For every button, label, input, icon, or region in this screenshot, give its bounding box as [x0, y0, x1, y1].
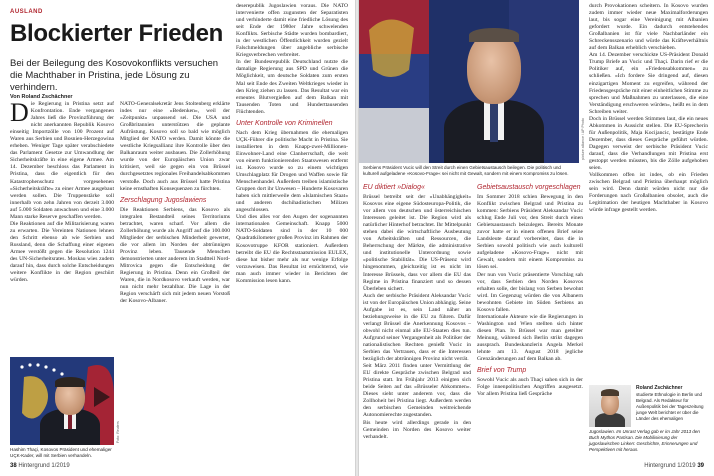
subheading: Unter Kontrolle von Kriminellen: [236, 119, 333, 127]
subheading: Gebietsaustausch vorgeschlagen: [477, 184, 581, 191]
drop-cap: D: [10, 101, 29, 127]
paragraph: Und dies alles vor den Augen der sogenannten internationalen Gemeinschaft. Knapp 5000 NATO-Soldaten sind in der 10 000 Quadratkilometer großen Provinz im Rahmen der Kosovotruppe KFOR stationiert. Außerdem betreibt die EU die Rechtsstaatsmission EULEX, diese hat bisher mehr als nur wenige Erfolge vorzuweisen. Das Resultat ist ernüchternd, wie man auch immer wieder in Berichten der Kommission lesen kann.: [236, 214, 348, 284]
paragraph: NATO-Generalsekretär Jens Stoltenberg erklärte indes nur eine »Bedenken«, weil der »Zeitpunkt« unpassend sei. Die USA und Großbritannien unterstützen die geplante Aufrüstung. Kosovo soll so bald wie möglich Mitglied der NATO werden. Damit könnte die westliche Kriegsallianz ihre Kontrolle über den Balkanraum weiter ausbauen. Die Zollerhöhung wurde von der Europäischen Union zwar kritisiert, weil sie gegen ein von Brüssel durchgesetztes regionales Freihandelsabkommen verstoße. Doch auch aus Brüssel hatte Pristina keine ernsthaften Konsequenzen zu fürchten.: [120, 101, 230, 192]
photo-vucic: [359, 0, 579, 163]
photo-credit: Foto: Reuters: [116, 421, 120, 443]
subheading: EU diktiert »Dialog«: [363, 184, 425, 191]
author-bio-continued: Jugoslawien. Im Unrast Verlag gab er im Jahr 2013 den Buch Mythos Partisan. Die Mobilisierung der jugoslawischen Linken: Geschichte, Erinnerungen und Perspektiven mit heraus.: [589, 429, 700, 452]
author-photo: [589, 385, 631, 427]
paragraph: ie Regierung in Pristina setzt auf Konfrontation. Ende vergangenen Jahres ließ die Provinzführung der nicht anerkannten Republik Kosovo einseitig Importzölle von 100 Prozent auf Waren aus Serbien und Bosnien-Herzegowina erheben. Weniger Tage später verabschiedete das Parlament Gesetze zur Umwandlung der Sicherheitskräfte in eine eigene Armee. Am 14. Dezember beschloss das Parlament in Pristina, dass die eigentlich für den Katastrophenschutz vorgesehenen »Sicherheitskräfte« zu einer Armee ausgebaut werden sollen. Die Truppenstärke soll innerhalb von zehn Jahren von derzeit 3.000 auf 5.000 Soldaten anwachsen und eine 3.000 Mann starke Reserve geschaffen werden.: [10, 101, 114, 220]
paragraph: Im Sommer 2018 schien Bewegung in den Konflikt zwischen Belgrad und Pristina zu kommen: Serbiens Präsident Aleksandar Vucic schlug Ende Juli vor, den Streit durch einen Gebietsaustausch beizulegen. Bereits Monate zuvor hatte er in einem offenen Brief seine Landsleute darauf vorbereitet, dass die in Serbien sowohl politisch wie auch kulturell aufgeladene »Kosovo-Frage« nicht mit Gewalt, sondern mit einem Kompromiss zu lösen sei.: [477, 194, 583, 271]
page-number: 38: [10, 463, 17, 469]
paragraph: deserepublik Jugoslawien voraus. Die NATO intervenierte offen zugunsten der Separatisten und verhinderte damit eine friedliche Lösung des seit Ende der 1980er Jahre schwelenden Konflikts. Serbische Städte wurden bombardiert, in der westlichen Öffentlichkeit wurden gezielt Falschmeldungen über angebliche serbische Kriegsverbrechen verbreitet.: [236, 3, 348, 59]
paragraph: Auch der serbische Präsident Aleksandar Vucic ist von der Europäischen Union abhängig. Seine Aufgabe ist es, sein Land näher an beziehungsweise in die EU zu führen. Dafür verlangt Brüssel die Anerkennung Kosovos – obwohl nicht einmal alle EU-Staaten dies tun. Aufgrund seiner Vergangenheit als Politiker der nationalistischen Rechten genießt Vucic in Serbien das Vertrauen, dass er die Interessen bezüglich der abtrünnigen Provinz nicht verrät.: [363, 292, 471, 363]
photo-caption: Serbiens Präsident Vucic will den Streit durch einen Gebietsaustausch beilegen. Die politisch und kulturell aufgeladene »Kosovo-Frage« sei nicht mit Gewalt, sondern mit einem Kompromiss zu lösen.: [363, 165, 569, 177]
paragraph: Der nun von Vucic präsentierte Vorschlag sah vor, dass Serbien den Norden Kosovos erhalten solle, der bislang von Serben bewohnt wird. Im Gegenzug würden die von Albanern bewohnten Gebiete im Süden Serbiens an Kosovo fallen.: [477, 271, 583, 313]
left-page: [0, 0, 355, 476]
person-tie: [490, 102, 498, 142]
paragraph: Nach dem Krieg übernahmen die ehemaligen UÇK-Führer die politische Macht in Pristina. Sie installierten in dem Knapp-zwei-Millionen-Einwohner-Land eine Clanherrschaft, die weit von einem funktionierenden Staatswesen entfernt ist. Kosovo wurde so zu einem wichtigen Umschlagplatz für Drogen und Waffen sowie für Menschenhandel. Außerdem treiben islamistische Gruppen dort ihr Unwesen – Hunderte Kosovaren haben sich mittlerweile dem »Islamischen Staat« und anderen dschihadistischen Milizen angeschlossen.: [236, 129, 348, 214]
byline: Von Roland Zschächner: [10, 94, 73, 100]
paragraph: Seit März 2011 finden unter Vermittlung der EU direkte Gespräche zwischen Belgrad und Pristina statt. Im Frühjahr 2013 einigten sich beide Seiten auf das »Brüsseler Abkommen«. Dieses sieht unter anderem vor, dass die Zollhoheit bei Pristina liegt. Außerdem werden den serbischen Gemeinden weitreichende Autonomierechte zugestanden.: [363, 363, 471, 419]
author-hair: [601, 389, 619, 396]
author-name: Roland Zschächner: [636, 385, 683, 391]
subheading: Brief von Trump: [477, 367, 527, 375]
publication-name: Hintergrund 1/2019: [644, 463, 696, 469]
subheading: Zerschlagung Jugoslawiens: [120, 196, 207, 204]
publication-name: Hintergrund 1/2019: [18, 463, 70, 469]
paragraph: Internationale Akteure wie die Regierungen in Washington und Wien stellten sich hinter diesen Plan. In Brüssel war man geteilter Meinung, während sich Berlin strikt dagegen aussprach. Bundeskanzlerin Angela Merkel lehnte am 13. August 2018 jegliche Grenzänderungen auf dem Balkan ab.: [477, 313, 583, 363]
left-column-1: [10, 101, 114, 356]
article-lead: Bei der Beilegung des Kosovokonflikts versuchen die Machthaber in Pristina, jede Lösung zu verhindern.: [10, 58, 219, 93]
photo-caption: Hashim Thaçi, Kosovos Präsident und ehemaliger UÇK-Kader, will mit Serbien verhandeln.: [10, 447, 112, 459]
page-number: 39: [697, 463, 704, 469]
section-kicker: AUSLAND: [10, 9, 43, 15]
paragraph: Bis heute wird allerdings gerade in den Gemeinden im Norden des Kosovo weiter verhandelt.: [363, 419, 471, 440]
person-hair: [55, 377, 85, 387]
right-column-1: [363, 183, 471, 456]
paragraph: Brüssel betreibt seit der »Unabhängigkeit« Kosovos eine eigene Südosteuropa-Politik, die vor allem von deutschen und österreichischen Interessen geleitet ist. Die Region wird als natürlicher Hinterhof betrachtet. Ihr Mittelpunkt stehen dabei die wirtschaftliche Ausbeutung von Arbeitskräften und Ressourcen, die Beherrschung der Märkte, die administrative und institutionelle Unterordnung sowie »politische Stabilität«. Die US-Präsenz wird hingenommen, gleichzeitig ist es nicht im Interesse Brüssels, dass vor allem die EU das Regime in Pristina finanziert und so dessen Überleben sichert.: [363, 194, 471, 292]
author-box: [589, 385, 708, 457]
paragraph: Sowohl Vucic als auch Thaçi sahen sich in der Folge innenpolitischen Angriffen ausgesetzt. Vor allem Pristina ließ Gespräche: [477, 377, 583, 398]
paragraph: Vollkommen offen ist indes, ob ein Frieden zwischen Belgrad und Pristina überhaupt möglich sein wird. Denn damit würden nicht nur die Forderungen nach Großalbanien obsolet, auch die Legitimation der heutigen Machthaber in Kosovo würde infrage gestellt werden.: [589, 172, 708, 214]
author-bio: studierte Ethnologie in Berlin und Belgrad. Als Redakteur für Außenpolitik bei der Tageszeitung junge Welt berichtet er über die Länder des ehemaligen: [636, 392, 704, 421]
paragraph: Die Reaktionen auf die Militarisierung waren zu erwarten. Die Vereinten Nationen lehnen den Schritt ebenso ab wie Serbien und Russland, denn die Schaffung einer eigenen Armee verstößt gegen die Resolution 1244 des UN-Sicherheitsrates. Moskau wies zudem darauf hin, dass durch solche Entscheidungen weitere Konflikte in der Region geschürt würden.: [10, 220, 114, 284]
paragraph: In der Bundesrepublik Deutschland nutzte die damalige Regierung aus SPD und Grünen die Möglichkeit, um deutsche Soldaten zum ersten Mal seit Ende des Zweiten Weltkrieges wieder in den Krieg ziehen zu lassen. Das Resultat war ein erneutes Blutvergießen auf dem Balkan mit Tausenden Toten und Hunderttausenden Flüchtenden.: [236, 59, 348, 115]
paragraph: Doch in Brüssel werden Stimmen laut, die ein neues Abkommen in Aussicht stellen. Die EU-Sprecherin für Außenpolitik, Maja Kocijancic, bestätigte Ende Dezember, dass dieses Gespräche geführt würden. Dagegen verweist der serbische Präsident Vucic darauf, dass die Verhandlungen mit Pristina erst gestoppt werden müssten, bis die Zölle aufgehoben seien.: [589, 115, 708, 172]
right-column-2: [477, 183, 583, 456]
left-column-3: [236, 3, 348, 456]
article-headline: Blockierter Frieden: [10, 20, 224, 47]
paragraph: durch Provokationen scheitern. In Kosovo wurden zudem immer wieder neue Maximalforderungen laut, bis sogar eine Vereinigung mit Albanien gefordert wurde. Ein dadurch entstehendes Großalbanien ist für viele Nachbarländer ein Schreckensszenario und würde das Kräfteverhältnis auf dem Balkan erheblich verschieben.: [589, 3, 708, 52]
page-footer: [10, 463, 70, 469]
paragraph: Die Reaktionen Serbiens, das Kosovo als integralen Bestandteil seines Territoriums betrachtet, waren scharf. Vor allem die Zollerhöhung wurde als Angriff auf die 100.000 Mitglieder der serbischen Minderheit gewertet, die vor allem im Norden der abtrünnigen Provinz leben. Tausende Menschen demonstrierten unter anderem im Stadtteil Nord-Mitrovica gegen die Entscheidung der Regierung in Pristina. Denn ein Großteil der Waren, die in Nordkosovo verkauft werden, war nun nicht mehr bezahlbar. Die Lage in der Region verschärft sich mit jedem neuen Vorstoß der Kosovo-Albaner.: [120, 206, 230, 305]
paragraph: Am 14. Dezember verschickte US-Präsident Donald Trump Briefe an Vucic und Thaçi. Darin rief er die Politiker auf, ein »Friedensabkommen« zu schließen. »Ich fordere Sie dringend auf, diesen einzigartigen Moment zu ergreifen, während der Friedensgespräche mit einer einheitlichen Stimme zu sprechen und Maßnahmen zu unterlassen, die eine Verständigung erschweren würden«, heißt es in dem Schreiben weiter.: [589, 52, 708, 115]
page-footer: [644, 463, 704, 469]
photo-thaci: [10, 357, 114, 445]
right-column-3: [589, 3, 708, 363]
person-face: [467, 32, 521, 104]
right-page: [359, 0, 714, 476]
photo-credit: picture alliance / AP Photo: [581, 118, 585, 160]
author-suit: [595, 413, 625, 427]
left-column-2: [120, 101, 230, 456]
person-hair: [469, 28, 519, 42]
